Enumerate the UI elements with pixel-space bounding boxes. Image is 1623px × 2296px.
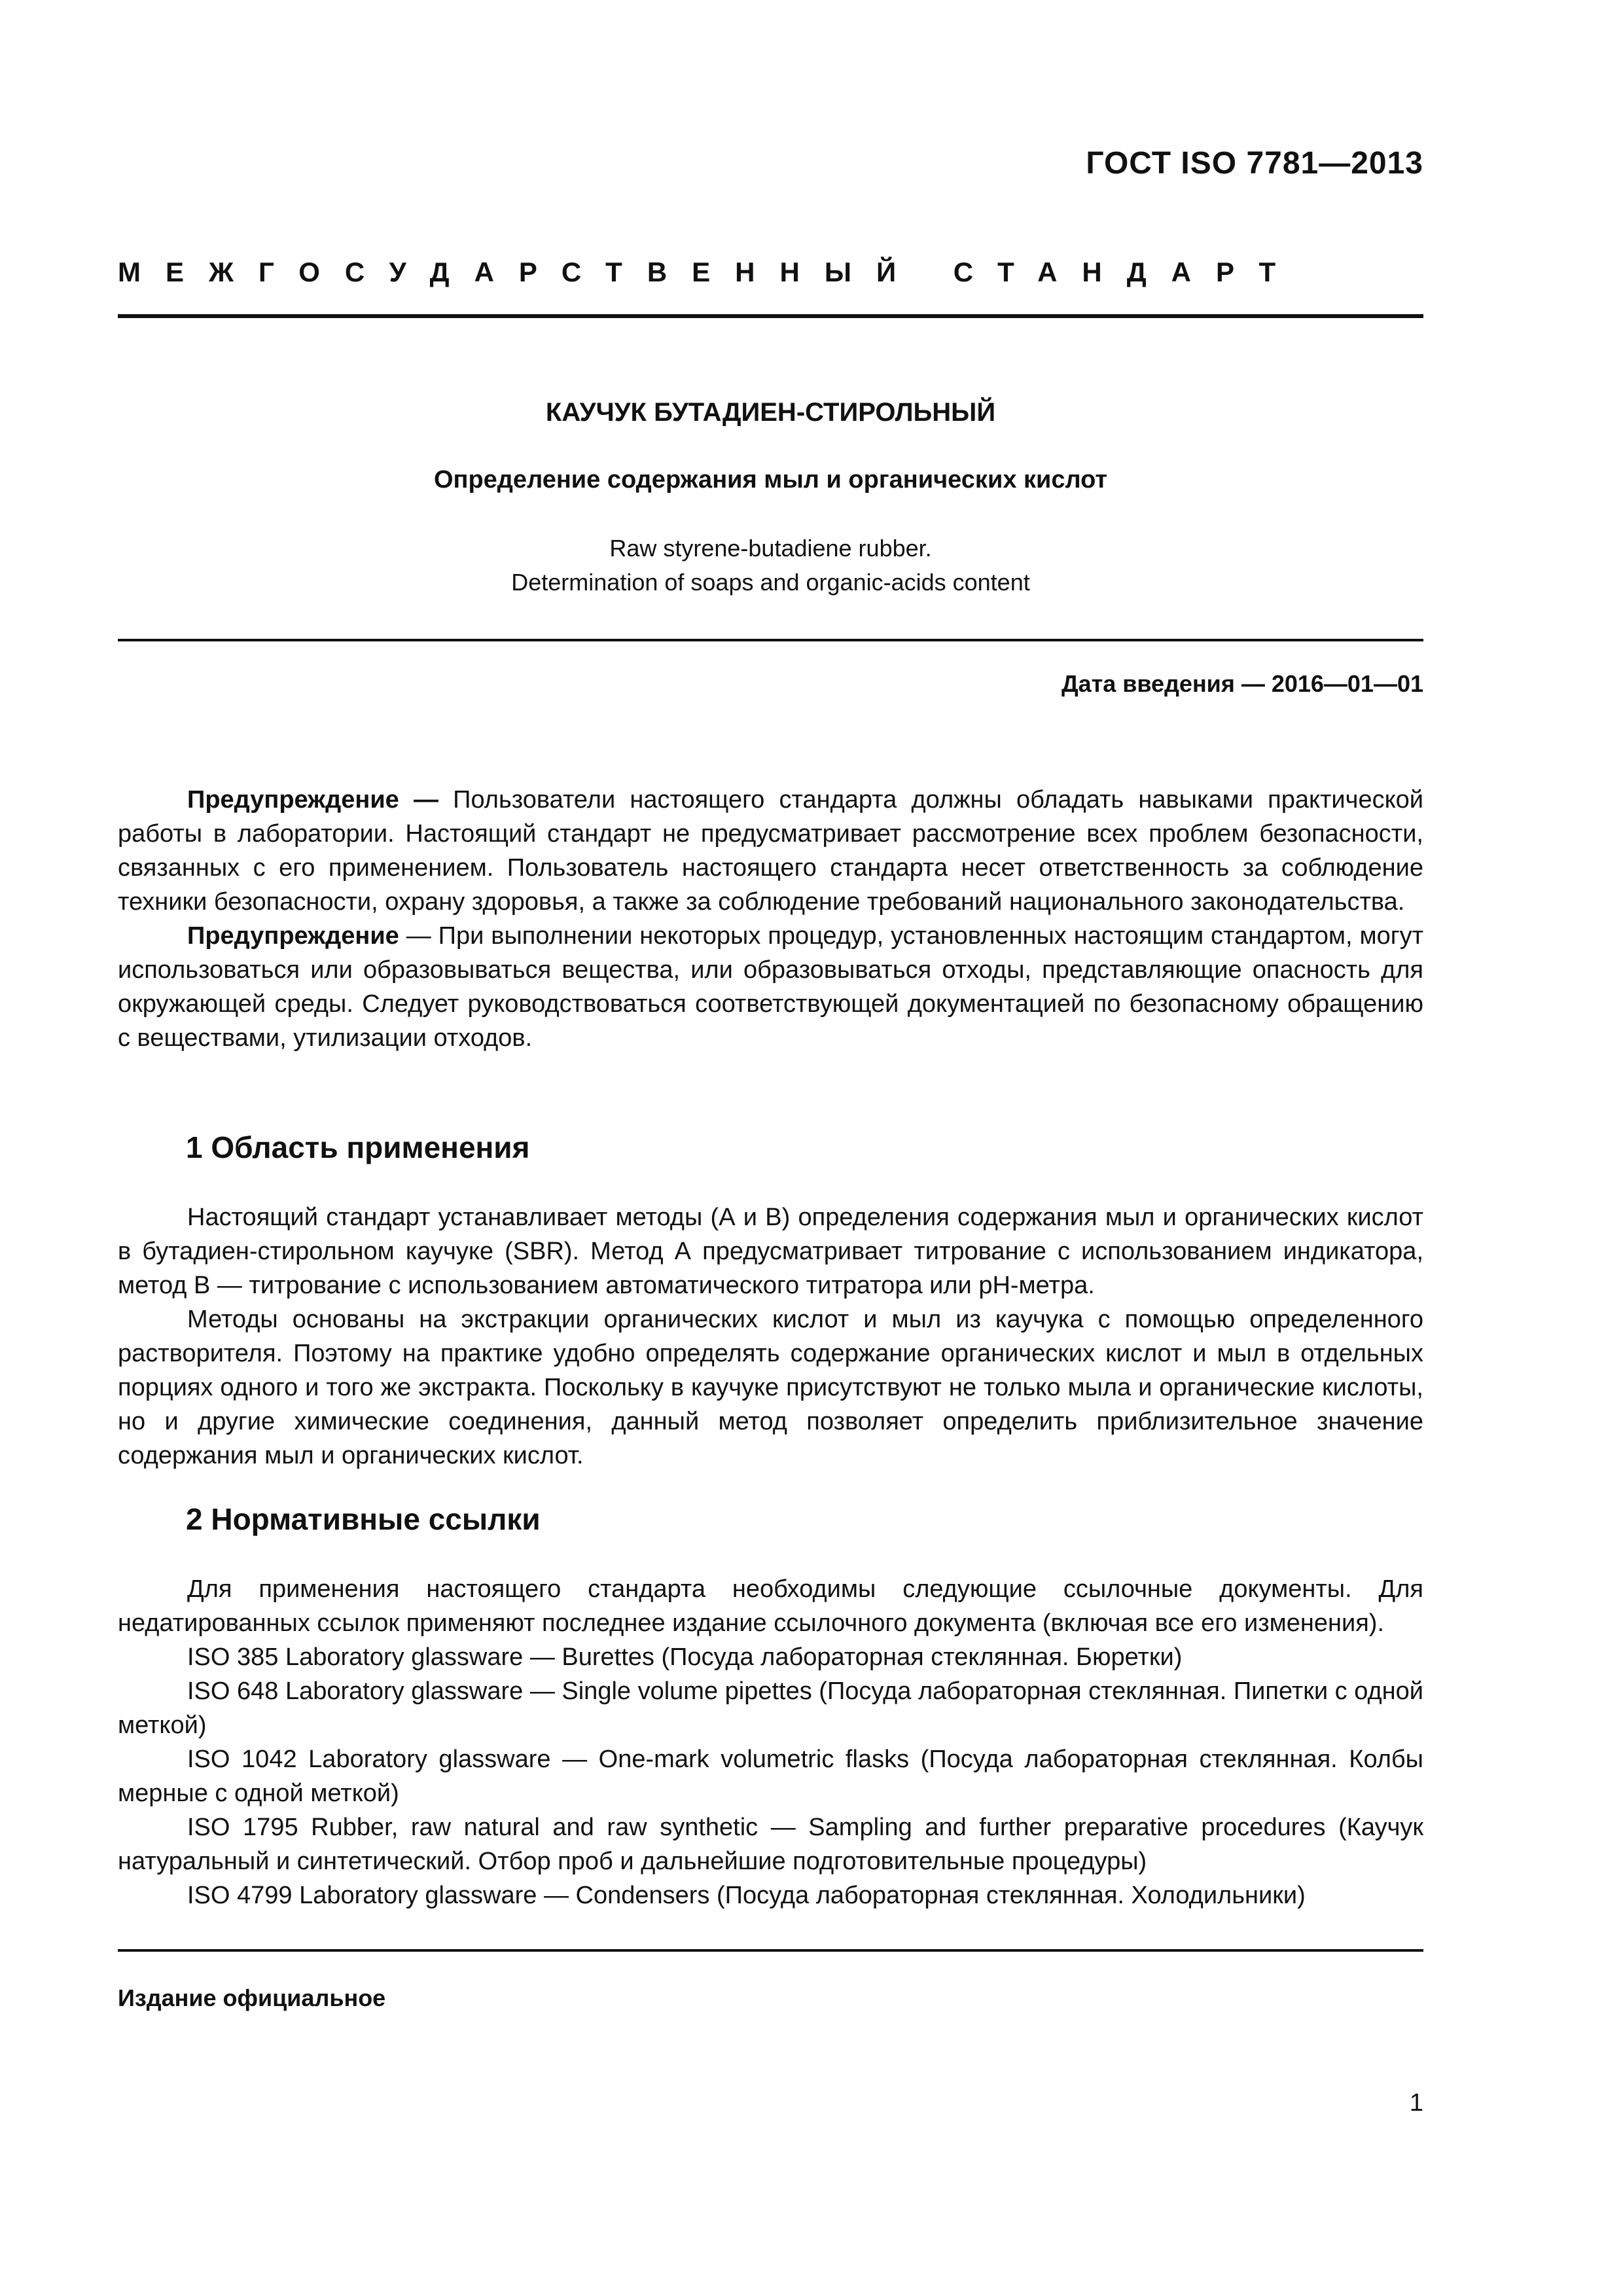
section-1-paragraph-1: Настоящий стандарт устанавливает методы (А и В) определения содержания мыл и органических кислот в бутадиен-стирольном каучуке (SBR). Метод А предусматривает титрование с использованием индикатора, метод В — титрование с использованием автоматического титратора или pH-метра. bbox=[118, 1204, 1423, 1299]
warning-label: Предупреждение bbox=[187, 922, 399, 950]
section-1-body bbox=[118, 1200, 1423, 1473]
warnings-block bbox=[118, 783, 1423, 1055]
document-subtitle: Определение содержания мыл и органических кислот bbox=[433, 466, 1108, 493]
reference-item: ISO 648 Laboratory glassware — Single volume pipettes (Посуда лабораторная стеклянная. Пипетки с одной меткой) bbox=[118, 1677, 1424, 1739]
warning-paragraph-2 bbox=[118, 919, 1423, 1055]
warning-text: Пользователи настоящего стандарта должны обладать навыками практической работы в лаборатории. Настоящий стандарт не предусматривает рассмотрение всех проблем безопасности, связанных с его применением. Пользователь настоящего стандарта несет ответственность за соблюдение техники безопасности, охрану здоровья, а также за соблюдение требований национального законодательства. bbox=[118, 786, 1423, 916]
page-number: 1 bbox=[1409, 2089, 1423, 2117]
english-title-line-1: Raw styrene-butadiene rubber. bbox=[609, 535, 932, 562]
section-1-heading: 1 Область применения bbox=[186, 1130, 530, 1164]
title-divider bbox=[118, 639, 1423, 641]
section-1-paragraph-2: Методы основаны на экстракции органических кислот и мыл из каучука с помощью определенного растворителя. Поэтому на практике удобно определять содержание органических кислот и мыл в отдельных порциях одного и того же экстракта. Поскольку в каучуке присутствуют не только мыла и органические кислоты, но и другие химические соединения, данный метод позволяет определить приблизительное значение содержания мыл и органических кислот. bbox=[118, 1306, 1423, 1469]
standard-type-heading: МЕЖГОСУДАРСТВЕННЫЙ СТАНДАРТ bbox=[118, 257, 1301, 287]
footer-divider bbox=[118, 1949, 1423, 1952]
section-2-heading: 2 Нормативные ссылки bbox=[186, 1502, 541, 1536]
warning-label: Предупреждение — bbox=[187, 786, 438, 814]
official-edition-label: Издание официальное bbox=[118, 1984, 386, 2011]
warning-paragraph-1 bbox=[118, 783, 1423, 919]
section-2-body bbox=[118, 1572, 1423, 1912]
introduction-date: Дата введения — 2016—01—01 bbox=[1061, 670, 1423, 697]
document-title: КАУЧУК БУТАДИЕН-СТИРОЛЬНЫЙ bbox=[545, 398, 996, 427]
warning-text: — При выполнении некоторых процедур, установленных настоящим стандартом, могут использоваться или образовываться вещества, или образовываться отходы, представляющие опасность для окружающей среды. Следует руководствоваться соответствующей документацией по безопасному обращению с веществами, утилизации отходов. bbox=[118, 922, 1423, 1052]
header-divider bbox=[118, 314, 1423, 318]
document-number: ГОСТ ISO 7781—2013 bbox=[1086, 146, 1423, 181]
reference-item: ISO 385 Laboratory glassware — Burettes (Посуда лабораторная стеклянная. Бюретки) bbox=[187, 1643, 1183, 1671]
reference-item: ISO 4799 Laboratory glassware — Condensers (Посуда лабораторная стеклянная. Холодильники) bbox=[187, 1882, 1306, 1909]
reference-item: ISO 1795 Rubber, raw natural and raw synthetic — Sampling and further preparative procedures (Каучук натуральный и синтетический. Отбор проб и дальнейшие подготовительные процедуры) bbox=[118, 1814, 1423, 1875]
reference-item: ISO 1042 Laboratory glassware — One-mark volumetric flasks (Посуда лабораторная стеклянная. Колбы мерные с одной меткой) bbox=[118, 1746, 1423, 1807]
english-title-line-2: Determination of soaps and organic-acids content bbox=[511, 569, 1030, 596]
english-title bbox=[118, 531, 1423, 600]
section-2-intro: Для применения настоящего стандарта необходимы следующие ссылочные документы. Для недатированных ссылок применяют последнее издание ссылочного документа (включая все его изменения). bbox=[118, 1575, 1423, 1637]
